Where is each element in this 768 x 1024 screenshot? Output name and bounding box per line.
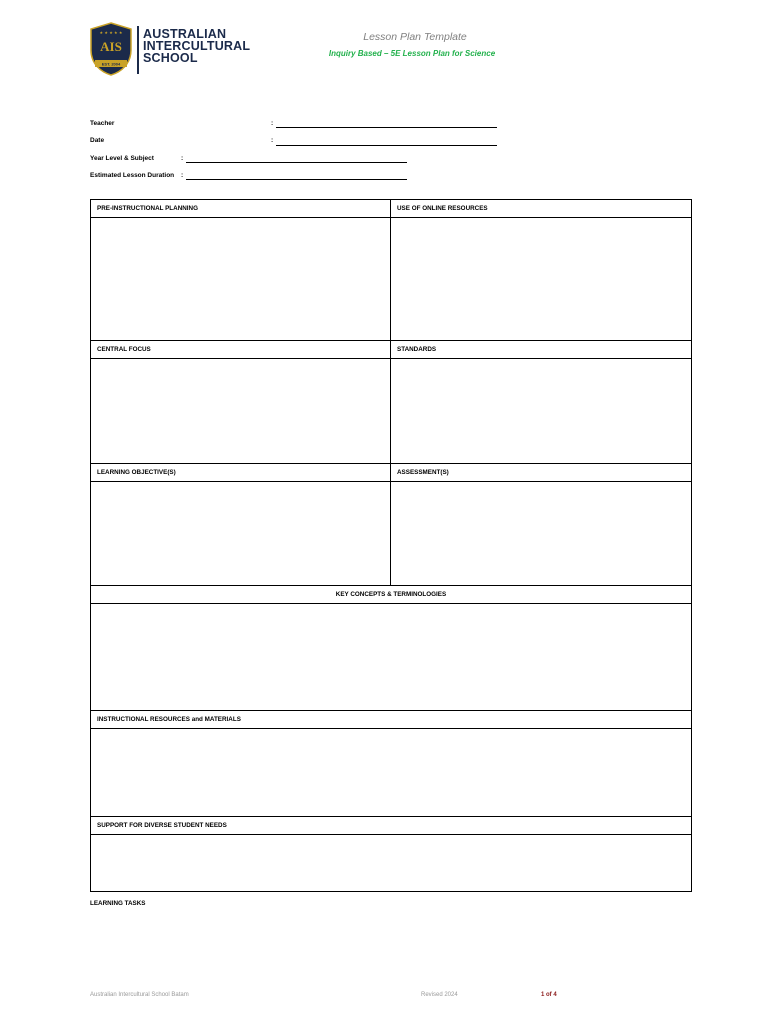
instructional-resources-cell[interactable]	[91, 729, 692, 817]
use-of-online-resources-cell[interactable]	[391, 218, 692, 341]
year-level-subject-colon: :	[181, 155, 184, 162]
teacher-colon: :	[271, 120, 274, 127]
central-focus-cell[interactable]	[91, 359, 391, 464]
learning-objectives-cell[interactable]	[91, 482, 391, 586]
footer-revised: Revised 2024	[421, 992, 458, 998]
year-level-subject-field[interactable]	[186, 162, 407, 163]
central-focus-header: CENTRAL FOCUS	[91, 341, 391, 359]
year-level-subject-label: Year Level & Subject	[90, 155, 154, 162]
learning-tasks-heading: LEARNING TASKS	[90, 900, 146, 907]
school-name-line-2: INTERCULTURAL	[143, 39, 251, 53]
assessments-header: ASSESSMENT(S)	[391, 464, 692, 482]
diverse-needs-cell[interactable]	[91, 835, 692, 892]
pre-instructional-planning-header: PRE-INSTRUCTIONAL PLANNING	[91, 200, 391, 218]
footer-school-name: Australian Intercultural School Batam	[90, 992, 189, 998]
school-name-line-1: AUSTRALIAN	[143, 27, 227, 41]
learning-objectives-header: LEARNING OBJECTIVE(S)	[91, 464, 391, 482]
use-of-online-resources-header: USE OF ONLINE RESOURCES	[391, 200, 692, 218]
date-colon: :	[271, 137, 274, 144]
lesson-plan-table	[90, 199, 692, 892]
date-label: Date	[90, 137, 105, 144]
document-subtitle: Inquiry Based – 5E Lesson Plan for Science	[328, 49, 496, 58]
logo-badge: EST. 2004	[101, 61, 121, 67]
teacher-field[interactable]	[276, 127, 497, 128]
instructional-resources-header: INSTRUCTIONAL RESOURCES and MATERIALS	[91, 711, 692, 729]
footer-page-number: 1 of 4	[541, 992, 557, 998]
logo-mark: AIS	[100, 39, 122, 54]
diverse-needs-header: SUPPORT FOR DIVERSE STUDENT NEEDS	[91, 817, 692, 835]
standards-cell[interactable]	[391, 359, 692, 464]
lesson-duration-label: Estimated Lesson Duration	[90, 172, 175, 179]
school-name-line-3: SCHOOL	[143, 51, 198, 65]
lesson-duration-field[interactable]	[186, 179, 407, 180]
teacher-label: Teacher	[90, 120, 115, 127]
date-field[interactable]	[276, 145, 497, 146]
assessments-cell[interactable]	[391, 482, 692, 586]
document-title: Lesson Plan Template	[363, 31, 467, 43]
lesson-duration-colon: :	[181, 172, 184, 179]
key-concepts-cell[interactable]	[91, 604, 692, 711]
pre-instructional-planning-cell[interactable]	[91, 218, 391, 341]
svg-text:★ ★ ★ ★ ★: ★ ★ ★ ★ ★	[99, 30, 123, 35]
standards-header: STANDARDS	[391, 341, 692, 359]
key-concepts-header: KEY CONCEPTS & TERMINOLOGIES	[91, 586, 692, 604]
